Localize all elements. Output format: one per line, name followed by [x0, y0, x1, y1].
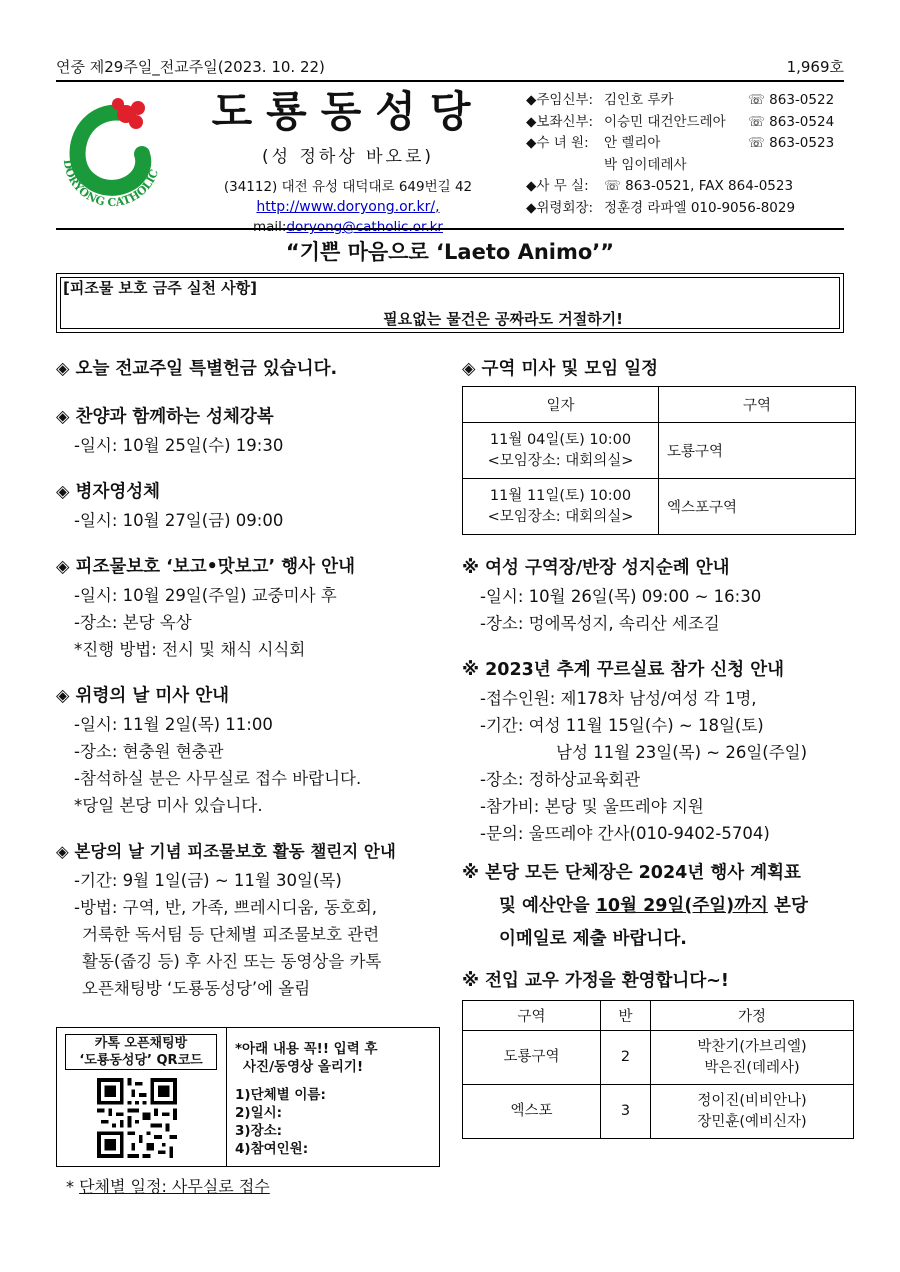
- table-cell-area: 엑스포: [463, 1085, 601, 1139]
- qr-item: 4)참여인원:: [235, 1141, 309, 1157]
- section-title: ◈ 본당의 날 기념 피조물보호 활동 챌린지 안내: [56, 842, 396, 861]
- section-line: -장소: 정하상교육회관: [480, 770, 641, 789]
- qr-note: 사진/동영상 올리기!: [243, 1059, 364, 1075]
- section-line: -일시: 10월 27일(금) 09:00: [74, 511, 284, 530]
- church-address: (34112) 대전 유성 대덕대로 649번길 42: [223, 179, 473, 195]
- patron-saint: (성 정하상 바오로): [261, 147, 435, 167]
- notice-line: ※ 본당 모든 단체장은 2024년 행사 계획표: [462, 863, 801, 883]
- contact-label: [526, 155, 604, 177]
- section-line: -접수인원: 제178차 남성/여성 각 1명,: [480, 689, 757, 708]
- qr-panel: [57, 1028, 227, 1166]
- section-line: 남성 11월 23일(목) ~ 26일(주일): [556, 743, 808, 762]
- footnote: [66, 1174, 270, 1197]
- table-cell-family: [651, 1031, 854, 1085]
- table-cell-date: [463, 479, 659, 535]
- notice-line: 이메일로 제출 바랍니다.: [499, 929, 687, 949]
- qr-heading-line: 카톡 오픈채팅방: [94, 1036, 188, 1051]
- deadline: 10월 29일(주일)까지: [595, 896, 768, 916]
- section-line: -참가비: 본당 및 울뜨레야 지원: [480, 797, 704, 816]
- issue-number: 1,969호: [786, 57, 844, 76]
- section-title: ◈ 위령의 날 미사 안내: [56, 686, 230, 706]
- section-line: -일시: 10월 26일(목) 09:00 ~ 16:30: [480, 587, 762, 606]
- table-cell-date: [463, 423, 659, 479]
- church-logo: [56, 92, 168, 218]
- family-member: 박은진(데레사): [704, 1059, 800, 1076]
- contact-row: [526, 155, 856, 177]
- section-line: 거룩한 독서팀 등 단체별 피조물보호 관련: [82, 925, 380, 944]
- notice-title: [피조물 보호 금주 실천 사항]: [63, 279, 257, 297]
- contact-label: ◆주임신부:: [526, 92, 594, 108]
- section-line: -장소: 본당 옥상: [74, 613, 192, 632]
- section-line: -일시: 10월 29일(주일) 교중미사 후: [74, 586, 337, 605]
- contact-label: ◆위령회장:: [526, 199, 594, 216]
- contact-label: ◆사 무 실:: [526, 178, 589, 194]
- table-header-family: 가정: [651, 1001, 854, 1031]
- contact-row: [526, 176, 856, 198]
- table-cell-family: [651, 1085, 854, 1139]
- section-line: -기간: 9월 1일(금) ~ 11월 30일(목): [74, 871, 342, 890]
- section-line: -장소: 멍에목성지, 속리산 세조길: [480, 614, 720, 633]
- section-line: 활동(줍깅 등) 후 사진 또는 동영상을 카톡: [82, 952, 382, 971]
- contact-phone: ☏ 863-0522: [748, 92, 835, 108]
- section-line: -기간: 여성 11월 15일(수) ~ 18일(토): [480, 716, 764, 735]
- qr-item: 3)장소:: [235, 1123, 283, 1139]
- website-link[interactable]: http://www.doryong.or.kr/: [256, 199, 436, 215]
- table-row: [463, 1031, 854, 1085]
- church-header: [188, 88, 508, 235]
- church-name: 도룡동성당: [211, 87, 485, 136]
- notice-text: 필요없는 물건은 공짜라도 거절하기!: [383, 310, 623, 328]
- qr-heading-line: ‘도룡동성당’ QR코드: [79, 1053, 203, 1068]
- table-row: [463, 423, 856, 479]
- section-title: ◈ 구역 미사 및 모임 일정: [462, 359, 659, 379]
- contact-row: [526, 112, 856, 134]
- notice-box: [56, 273, 844, 333]
- table-cell-area: 엑스포구역: [659, 479, 856, 535]
- section-title: ◈ 병자영성체: [56, 482, 161, 502]
- family-member: 장민훈(예비신자): [697, 1113, 807, 1130]
- group-leader-notice: [462, 857, 858, 956]
- section-title: ◈ 피조물보호 ‘보고•맛보고’ 행사 안내: [56, 557, 355, 577]
- table-row: [463, 479, 856, 535]
- qr-item: 2)일시:: [235, 1105, 283, 1121]
- section-line: -일시: 10월 25일(수) 19:30: [74, 436, 284, 455]
- section-line: *진행 방법: 전시 및 채식 시식회: [74, 640, 306, 659]
- contact-phone: ☏ 863-0524: [748, 113, 835, 130]
- schedule-table: [462, 386, 856, 535]
- notice-line: 본당: [767, 896, 808, 916]
- mail-label: mail:: [253, 219, 287, 235]
- date-text: 11월 04일(토) 10:00: [489, 431, 632, 448]
- left-column: [56, 354, 444, 1002]
- section-line: *당일 본당 미사 있습니다.: [74, 796, 263, 815]
- contact-row: [526, 90, 856, 112]
- contact-name: 박 임이데레사: [604, 156, 687, 173]
- section-line: -방법: 구역, 반, 가족, 쁘레시디움, 동호회,: [74, 898, 378, 917]
- contact-name: 정훈경 라파엘 010-9056-8029: [604, 199, 796, 216]
- place-text: <모임장소: 대회의실>: [487, 452, 634, 469]
- qr-box: [56, 1027, 440, 1167]
- section-line: 오픈채팅방 ‘도룡동성당’에 올림: [82, 979, 311, 998]
- table-cell-area: 도룡구역: [463, 1031, 601, 1085]
- section-title: ※ 2023년 추계 꾸르실료 참가 신청 안내: [462, 660, 785, 680]
- section-title: ※ 여성 구역장/반장 성지순례 안내: [462, 558, 730, 578]
- issue-line: 연중 제29주일_전교주일(2023. 10. 22): [56, 57, 325, 76]
- slogan: “기쁜 마음으로 ‘Laeto Animo’”: [285, 240, 615, 264]
- mail-link[interactable]: doryong@catholic.or.kr: [286, 219, 443, 235]
- section-line: -문의: 울뜨레야 간사(010-9402-5704): [480, 824, 770, 843]
- logo-text: DORYONG CATHOLIC: [60, 158, 162, 210]
- table-header-area: 구역: [659, 387, 856, 423]
- footnote-text: 단체별 일정: 사무실로 접수: [79, 1177, 270, 1196]
- contact-label: ◆보좌신부:: [526, 113, 594, 130]
- header-divider: [56, 228, 844, 230]
- notice-line: 및 예산안을: [499, 896, 596, 916]
- contact-name: ☏ 863-0521, FAX 864-0523: [604, 178, 794, 194]
- contact-name: 이승민 대건안드레아: [604, 113, 726, 130]
- qr-code[interactable]: [97, 1078, 177, 1158]
- place-text: <모임장소: 대회의실>: [487, 508, 634, 525]
- qr-instructions: [235, 1040, 378, 1158]
- family-member: 박찬기(가브리엘): [697, 1038, 807, 1055]
- footnote-prefix: *: [66, 1177, 80, 1196]
- contacts-list: [526, 90, 856, 219]
- contact-name: 김인호 루카: [604, 92, 674, 108]
- contact-label: ◆수 녀 원:: [526, 135, 589, 151]
- section-line: -장소: 현충원 현충관: [74, 742, 224, 761]
- section-title: ※ 전입 교우 가정을 환영합니다~!: [462, 971, 729, 991]
- section-title: ◈ 오늘 전교주일 특별헌금 있습니다.: [56, 359, 338, 379]
- issue-bar: [56, 52, 844, 82]
- contact-name: 안 렐리아: [604, 135, 661, 151]
- table-cell-ban: 2: [601, 1031, 651, 1085]
- table-header-ban: 반: [601, 1001, 651, 1031]
- contact-row: [526, 198, 856, 220]
- contact-phone: ☏ 863-0523: [748, 135, 835, 151]
- table-cell-ban: 3: [601, 1085, 651, 1139]
- table-cell-area: 도룡구역: [659, 423, 856, 479]
- table-header-area: 구역: [463, 1001, 601, 1031]
- website-suffix: ,: [435, 199, 440, 215]
- family-table: [462, 1000, 854, 1139]
- table-header-date: 일자: [463, 387, 659, 423]
- qr-heading: [65, 1034, 217, 1070]
- right-column: [462, 354, 858, 1139]
- qr-item: 1)단체별 이름:: [235, 1087, 326, 1103]
- date-text: 11월 11일(토) 10:00: [489, 487, 632, 504]
- contact-row: [526, 133, 856, 155]
- section-line: -일시: 11월 2일(목) 11:00: [74, 715, 273, 734]
- section-title: ◈ 찬양과 함께하는 성체강복: [56, 407, 274, 427]
- section-line: -참석하실 분은 사무실로 접수 바랍니다.: [74, 769, 362, 788]
- qr-note: *아래 내용 꼭!! 입력 후: [235, 1041, 378, 1057]
- table-row: [463, 1085, 854, 1139]
- family-member: 정이진(비비안나): [697, 1092, 807, 1109]
